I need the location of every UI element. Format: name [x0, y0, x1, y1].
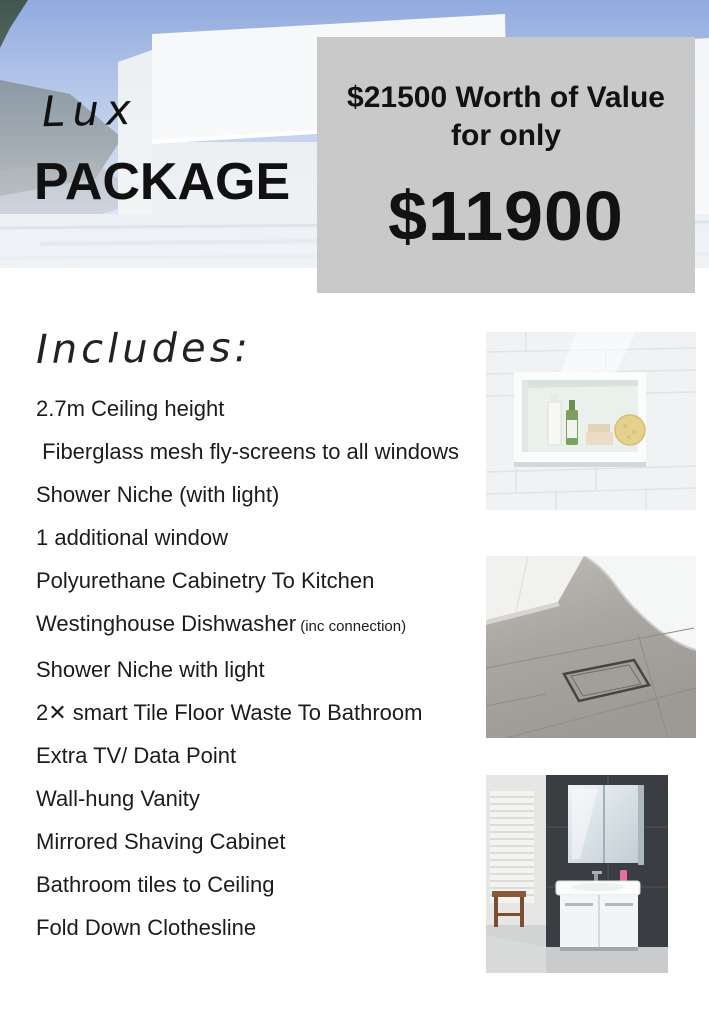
offer-qualifier: for only: [451, 119, 561, 152]
shower-niche-photo: [486, 332, 696, 510]
list-item-text: Mirrored Shaving Cabinet: [36, 829, 286, 854]
list-item-text: 2✕ smart Tile Floor Waste To Bathroom: [36, 700, 423, 725]
list-item-text: Wall-hung Vanity: [36, 786, 200, 811]
floor-waste-illustration: [486, 556, 696, 738]
list-item-text: Westinghouse Dishwasher: [36, 611, 297, 636]
list-item-text: Shower Niche with light: [36, 657, 265, 682]
vanity-photo: [486, 775, 668, 973]
list-item: [36, 437, 472, 466]
list-item: [36, 609, 472, 641]
list-item: [36, 913, 472, 942]
list-item: [36, 480, 472, 509]
list-item-text: Shower Niche (with light): [36, 482, 280, 507]
floor-waste-photo: [486, 556, 696, 738]
shower-niche-illustration: [486, 332, 696, 510]
list-item-text: 2.7m Ceiling height: [36, 396, 225, 421]
list-item-text: Bathroom tiles to Ceiling: [36, 872, 275, 897]
list-item: [36, 741, 472, 770]
offer-value-line: $21500 Worth of Value: [347, 81, 665, 114]
brand-title-word: PACKAGE: [34, 153, 291, 211]
includes-list: [36, 394, 472, 956]
list-item: [36, 566, 472, 595]
list-item: [36, 827, 472, 856]
list-item: [36, 394, 472, 423]
vanity-illustration: [486, 775, 668, 973]
list-item: [36, 655, 472, 684]
list-item: [36, 784, 472, 813]
list-item-text: Fiberglass mesh fly-screens to all windows: [36, 439, 460, 464]
list-item-text: Polyurethane Cabinetry To Kitchen: [36, 568, 375, 593]
list-item-text: 1 additional window: [36, 525, 229, 550]
list-item-text: Extra TV/ Data Point: [36, 743, 237, 768]
brand-script-word: Lux: [41, 84, 139, 137]
offer-price: $11900: [388, 177, 624, 255]
includes-heading: Includes:: [35, 325, 253, 373]
price-offer-box: [317, 37, 695, 293]
list-item: [36, 698, 472, 727]
list-item-text: Fold Down Clothesline: [36, 915, 257, 940]
list-item: [36, 523, 472, 552]
list-item: [36, 870, 472, 899]
list-item-note: (inc connection): [296, 618, 407, 635]
